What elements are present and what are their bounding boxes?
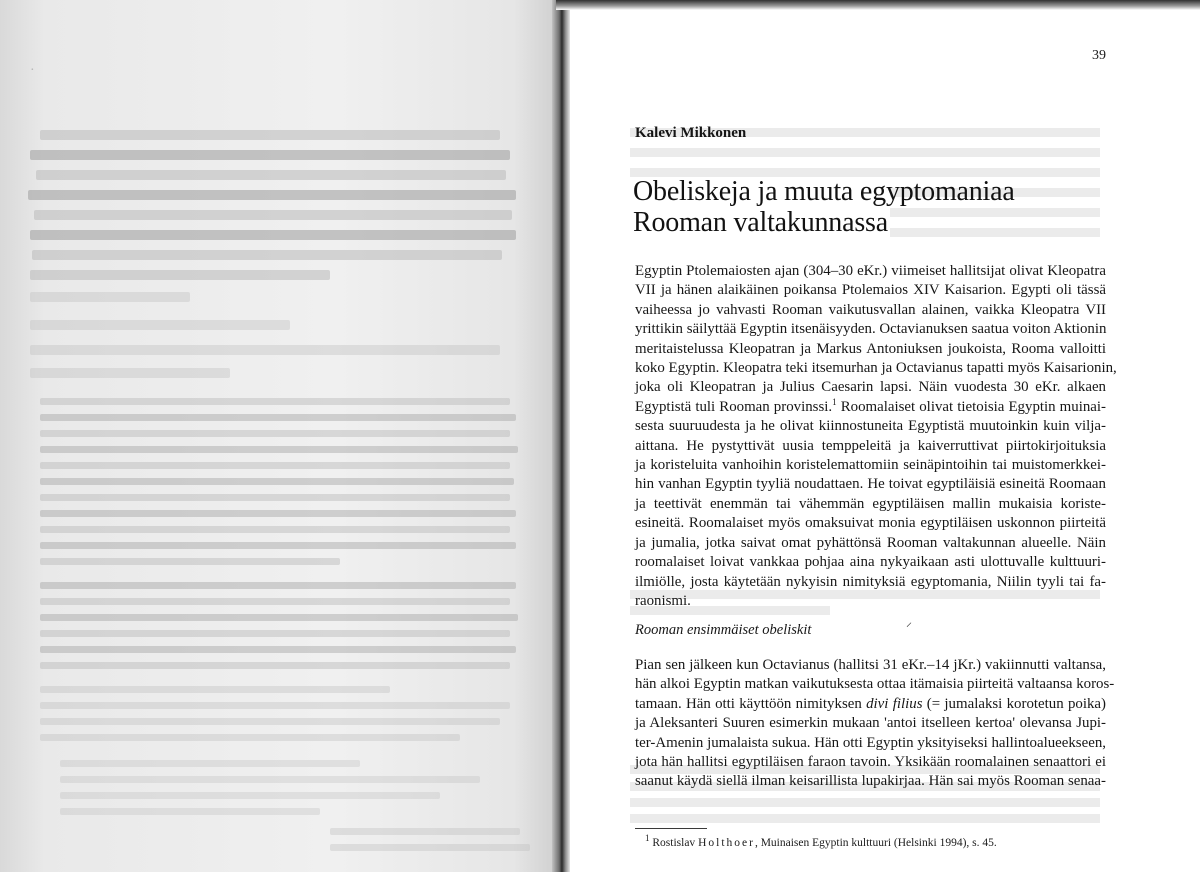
text-line: jota hän hallitsi egyptiläisen faraon tavoin. Yksikään roomalainen senaattori ei xyxy=(635,754,1106,771)
footnote-marker: 1 xyxy=(645,833,650,844)
stray-mark: ⸝ xyxy=(906,615,913,629)
text-line: ilmiölle, josta käytetään nykyisin nimityksiä egyptomania, Niilin tyyli tai fa- xyxy=(635,573,1106,590)
text-line: ja Aleksanteri Suuren esimerkin mukaan 'antoi itselleen kertoa' olevansa Jupi- xyxy=(635,715,1106,732)
footnote-author-last: Holthoer xyxy=(698,837,755,849)
author-name: Kalevi Mikkonen xyxy=(635,125,747,141)
left-page-number-ghost: · xyxy=(30,63,35,78)
text-line xyxy=(635,695,1106,714)
left-page xyxy=(0,0,558,872)
footnote-rule xyxy=(635,828,707,829)
right-page xyxy=(570,10,1200,872)
text-segment: Egyptistä tuli Rooman provinssi. xyxy=(635,398,833,415)
footnote-citation: , Muinaisen Egyptin kulttuuri (Helsinki 1994), s. 45. xyxy=(754,837,997,849)
chapter-title xyxy=(633,176,1015,238)
text-line: ja koristeluita vanhoihin koristelemattomiin seinäpintoihin tai muistomerkkei- xyxy=(635,457,1106,474)
footnote-reference[interactable]: 1 xyxy=(832,396,837,407)
text-line: meritaistelussa Kleopatran ja Markus Antoniuksen joukoista, Rooma valloitti xyxy=(635,340,1106,357)
text-line: roomalaiset loivat vankkaa pohjaa aina nykyaikaan asti ulottuvalle kulttuuri- xyxy=(635,554,1106,571)
latin-term: divi filius xyxy=(866,695,923,712)
body-paragraph-1 xyxy=(635,262,1117,611)
page-number: 39 xyxy=(1092,48,1106,63)
body-paragraph-2 xyxy=(635,656,1115,792)
text-line xyxy=(635,398,1106,417)
text-line: ja jumalia, jotka saivat omat pyhättönsä Rooman valtakunnan alueelle. Näin xyxy=(635,534,1106,551)
text-line: saanut käydä siellä ilman keisarillista lupakirjaa. Hän sai myös Rooman senaa- xyxy=(635,773,1106,790)
text-line: ja teettivät enemmän tai vähemmän egyptiläisen mallin mukaisia koriste- xyxy=(635,495,1106,512)
text-line: Egyptin Ptolemaiosten ajan (304–30 eKr.) viimeiset hallitsijat olivat Kleopatra xyxy=(635,263,1106,279)
text-line: VII ja hänen alaikäinen poikansa Ptolemaios XIV Kaisarion. Egypti oli tässä xyxy=(635,282,1106,299)
text-line: hin vanhan Egyptin tyyliä noudattaen. He toivat egyptiläisiä esineitä Roomaan xyxy=(635,476,1106,493)
text-line: Pian sen jälkeen kun Octavianus (hallitsi 31 eKr.–14 jKr.) vakiinnutti valtansa, xyxy=(635,657,1106,673)
text-line: vaiheessa jo vahvasti Rooman vaikutusvallan alainen, vaikka Kleopatra VII xyxy=(635,301,1106,318)
scan-edge-shadow xyxy=(556,0,1200,10)
footnote xyxy=(645,833,997,849)
text-line: sesta suuruudesta ja he olivat kiinnostuneita Egyptistä muutoinkin kuin vilja- xyxy=(635,418,1106,435)
text-line: joka oli Kleopatran ja Julius Caesarin lapsi. Näin vuodesta 30 eKr. alkaen xyxy=(635,379,1106,396)
text-line: aittana. He pystyttivät uusia temppeleitä ja kaiverruttivat piirtokirjoituksia xyxy=(635,437,1106,454)
section-subheading: Rooman ensimmäiset obeliskit xyxy=(635,622,812,638)
text-line: hän alkoi Egyptin matkan vaikutuksesta ottaa itämaisia piirteitä valtaansa koros- xyxy=(635,676,1115,693)
chapter-title-line-2: Rooman valtakunnassa xyxy=(633,207,888,238)
footnote-author-first: Rostislav xyxy=(652,837,696,849)
text-segment: (= jumalaksi korotetun poika) xyxy=(922,695,1106,712)
book-gutter xyxy=(552,0,570,872)
text-line: yrittikin säilyttää Egyptin itsenäisyyden. Octavianuksen saatua voiton Aktionin xyxy=(635,321,1107,338)
text-segment: Roomalaiset olivat tietoisia Egyptin muinai- xyxy=(836,398,1107,415)
text-line: raonismi. xyxy=(635,592,691,609)
text-line: koko Egyptin. Kleopatra teki itsemurhan ja Octavianus tapatti myös Kaisarionin, xyxy=(635,360,1117,377)
text-line: esineitä. Roomalaiset myös omaksuivat monia egyptiläisen uskonnon piirteitä xyxy=(635,515,1106,532)
text-segment: tamaan. Hän otti käyttöön nimityksen xyxy=(635,695,862,712)
chapter-title-line-1: Obeliskeja ja muuta egyptomaniaa xyxy=(633,176,1015,207)
text-line: ter-Amenin jumalaista sukua. Hän otti Egyptin yksityiseksi hallintoalueekseen, xyxy=(635,734,1106,751)
